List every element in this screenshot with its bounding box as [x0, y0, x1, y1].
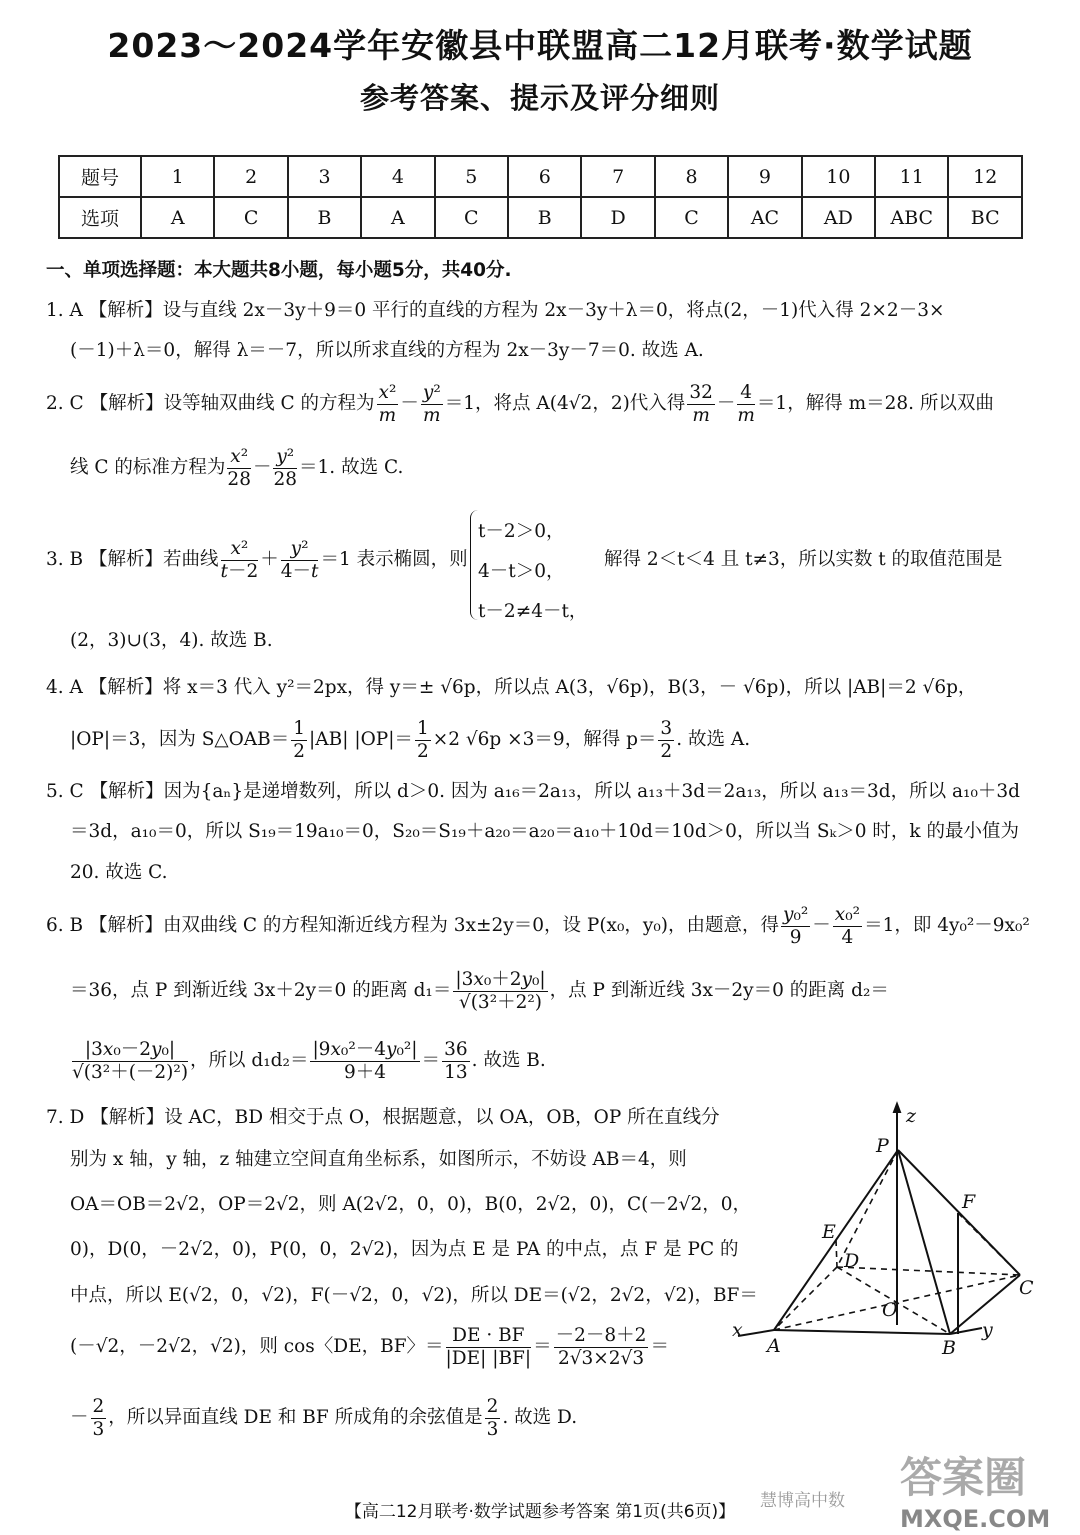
- q3-post: 解得 2＜t＜4 且 t≠3，所以实数 t 的取值范围是: [604, 549, 1003, 570]
- table-cell: B: [288, 197, 361, 238]
- page-footer: 【高二12月联考·数学试题参考答案 第1页(共6页)】: [344, 1502, 736, 1522]
- q4-line2-mid: |AB| |OP|＝: [309, 728, 413, 750]
- table-cell: A: [141, 197, 214, 238]
- z-axis-arrow: [894, 1104, 900, 1112]
- table-cell: ABC: [875, 197, 948, 238]
- fraction: $\frac{\text{x²}}{28}$: [227, 446, 251, 490]
- table-cell: 9: [728, 156, 801, 197]
- label-y: y: [982, 1319, 993, 1341]
- fraction: $\frac{3}{2}$: [660, 718, 673, 762]
- fraction: $\frac{\text{x²}}{t-2}$: [220, 538, 259, 582]
- edge-DC: [837, 1267, 1020, 1275]
- q3-line1: 3. B 【解析】若曲线 $\frac{\text{x²}}{t-2}$ ＋ $\frac{\text{y²}}{4-t}$ ＝1 表示椭圆，则: [46, 538, 468, 582]
- fraction: $\frac{\text{x²}}{m}$: [378, 382, 397, 426]
- q7-line4: 0)，D(0，－2√2，0)，P(0，0，2√2)，因为点 E 是 PA 的中点，点 F 是 PC 的: [70, 1239, 739, 1260]
- fraction: $\frac{\text{|3x₀－2y₀|}}{\text{√(3²＋(－2)²)}}$: [72, 1039, 189, 1083]
- q6-line3-mid: ，所以 d₁d₂＝: [190, 1049, 309, 1071]
- table-cell: 4: [361, 156, 434, 197]
- label-O: O: [882, 1299, 898, 1321]
- q4-line2-post: . 故选 A.: [676, 728, 751, 750]
- answer-table: [58, 155, 1023, 239]
- q7-line2: 别为 x 轴，y 轴，z 轴建立空间直角坐标系，如图所示，不妨设 AB＝4，则: [70, 1149, 687, 1170]
- label-A: A: [767, 1335, 781, 1357]
- section-heading: 一、单项选择题：本大题共8小题，每小题5分，共40分.: [46, 260, 512, 281]
- q2-line2-post: ＝1. 故选 C.: [299, 456, 404, 478]
- q1-line2: (－1)＋λ＝0，解得 λ＝－7，所以所求直线的方程为 2x－3y－7＝0. 故选 A.: [70, 340, 704, 361]
- table-cell: 6: [508, 156, 581, 197]
- label-P: P: [876, 1135, 889, 1157]
- q3-mid: ＝1 表示椭圆，则: [320, 548, 468, 570]
- table-cell: C: [655, 197, 728, 238]
- q6-line2-post: ，点 P 到渐近线 3x－2y＝0 的距离 d₂＝: [549, 979, 889, 1001]
- table-cell: AC: [728, 197, 801, 238]
- q5-line2: ＝3d，a₁₀＝0，所以 S₁₉＝19a₁₀＝0，S₂₀＝S₁₉＋a₂₀＝a₂₀＝a₁₀＋10d＝10d＞0，所以当 Sₖ＞0 时，k 的最小值为: [70, 821, 1019, 842]
- q7-line3: OA＝OB＝2√2，OP＝2√2，则 A(2√2，0，0)，B(0，2√2，0)，C(－2√2，0，: [70, 1194, 751, 1215]
- table-cell: C: [214, 197, 287, 238]
- watermark-logo-url: MXQE.COM: [900, 1505, 1051, 1533]
- fraction: $\frac{\text{|3x₀＋2y₀|}}{\text{√(3²＋2²)}}$: [455, 969, 546, 1013]
- table-cell: 5: [435, 156, 508, 197]
- fraction: $\frac{1}{2}$: [416, 718, 429, 762]
- table-cell: D: [581, 197, 654, 238]
- q4-line2-pre: |OP|＝3，因为 S△OAB＝: [70, 728, 290, 750]
- q7-line6: (－√2，－2√2，√2)，则 cos〈DE，BF〉＝ $\frac{DE \cdot BF}{|DE| |BF|}$ ＝ $\frac{-2-8+2}{2√3\times 2√3}$ ＝: [70, 1325, 669, 1369]
- q7-line1: 7. D 【解析】设 AC，BD 相交于点 O，根据题意，以 OA，OB，OP 所在直线分: [46, 1107, 720, 1128]
- segment-ED: [836, 1240, 837, 1267]
- q7-line5: 中点，所以 E(√2，0，√2)，F(－√2，0，√2)，所以 DE＝(√2，2√2，√2)，BF＝: [70, 1285, 758, 1306]
- fraction: $\frac{\text{y₀²}}{9}$: [782, 904, 809, 948]
- table-cell: AD: [802, 197, 875, 238]
- label-z: z: [906, 1105, 917, 1127]
- edge-DA: [774, 1267, 837, 1330]
- q7-line7-post: ，所以异面直线 DE 和 BF 所成角的余弦值是: [108, 1406, 483, 1428]
- table-cell: 12: [948, 156, 1022, 197]
- q2-line1: 2. C 【解析】设等轴双曲线 C 的方程为 $\frac{\text{x²}}{m}$ － $\frac{\text{y²}}{m}$ ＝1 ，将点 A(4√2，2)代入得 $\frac{32}{m}$ － $\frac{4}{m}$ ＝1，解得 m＝28. 所以双曲: [46, 382, 994, 426]
- label-B: B: [942, 1337, 956, 1359]
- table-row-answers: [59, 197, 1022, 238]
- fraction: $\frac{\text{x₀²}}{4}$: [834, 904, 861, 948]
- fraction: $\frac{\text{y²}}{28}$: [273, 446, 298, 490]
- table-cell: 2: [214, 156, 287, 197]
- label-D: D: [844, 1250, 860, 1272]
- table-cell: 8: [655, 156, 728, 197]
- q7-line7-end: . 故选 D.: [502, 1406, 578, 1428]
- table-cell: 1: [141, 156, 214, 197]
- q4-line2: [70, 718, 750, 762]
- edge-AB: [774, 1330, 950, 1334]
- fraction: $\frac{-2-8+2}{2√3\times 2√3}$: [555, 1325, 647, 1369]
- q7-line6-pre: (－√2，－2√2，√2)，则 cos〈DE，BF〉＝: [70, 1335, 444, 1357]
- fraction: $\frac{32}{m}$: [689, 382, 713, 426]
- fraction: $\frac{2}{3}$: [486, 1396, 499, 1440]
- fraction: $\frac{4}{m}$: [737, 382, 755, 426]
- pyramid-figure: [730, 1100, 1060, 1370]
- q7-line7: － $\frac{2}{3}$ ，所以异面直线 DE 和 BF 所成角的余弦值是 $\frac{2}{3}$ . 故选 D.: [70, 1396, 578, 1440]
- fraction: $\frac{36}{13}$: [444, 1039, 468, 1083]
- fraction: $\frac{\text{y²}}{4-t}$: [280, 538, 319, 582]
- table-header-number: 题号: [59, 156, 141, 197]
- fraction: $\frac{\text{|9x₀²－4y₀²|}}{9+4}$: [312, 1039, 418, 1083]
- table-cell: BC: [948, 197, 1022, 238]
- table-cell: 11: [875, 156, 948, 197]
- q3-pre: 3. B 【解析】若曲线: [46, 548, 219, 570]
- fraction: $\frac{DE \cdot BF}{|DE| |BF|}$: [445, 1325, 532, 1369]
- table-header-answer: 选项: [59, 197, 141, 238]
- system-line: 4－t＞0，: [478, 561, 565, 582]
- q6-line1-pre: 6. B 【解析】由双曲线 C 的方程知渐近线方程为 3x±2y＝0，设 P(x₀，y₀)，由题意，得: [46, 914, 779, 936]
- document-subtitle: 参考答案、提示及评分细则: [359, 81, 720, 115]
- fraction: $\frac{2}{3}$: [92, 1396, 105, 1440]
- q6-line1-post: ＝1，即 4y₀²－9x₀²: [864, 914, 1030, 936]
- q5-line3: 20. 故选 C.: [70, 862, 168, 883]
- label-F: F: [962, 1191, 976, 1213]
- table-cell: A: [361, 197, 434, 238]
- label-x: x: [732, 1319, 743, 1341]
- q1-line1: 1. A 【解析】设与直线 2x－3y＋9＝0 平行的直线的方程为 2x－3y＋λ＝0，将点(2，－1)代入得 2×2－3×: [46, 300, 945, 321]
- table-row-numbers: [59, 156, 1022, 197]
- q4-line2-mid2: ×2 √6p ×3＝9，解得 p＝: [432, 728, 657, 750]
- q4-line1: 4. A 【解析】将 x＝3 代入 y²＝2px，得 y＝± √6p，所以点 A(3，√6p)，B(3，－ √6p)，所以 |AB|＝2 √6p，: [46, 677, 977, 698]
- table-cell: 7: [581, 156, 654, 197]
- fraction: $\frac{\text{y²}}{m}$: [422, 382, 441, 426]
- system-line: t－2＞0，: [478, 521, 565, 542]
- q2-post: ＝1，解得 m＝28. 所以双曲: [756, 392, 994, 414]
- watermark-logo-title: 答案圈: [900, 1453, 1027, 1502]
- table-cell: C: [435, 197, 508, 238]
- system-line: t－2≠4－t，: [478, 601, 588, 622]
- q2-mid: ，将点 A(4√2，2)代入得: [475, 392, 686, 414]
- q6-line3: $\frac{\text{|3x₀－2y₀|}}{\text{√(3²＋(－2)²)}}$ ，所以 d₁d₂＝ $\frac{\text{|9x₀²－4y₀²|}}{9+4}$ ＝ $\frac{36}{13}$ . 故选 B.: [72, 1039, 546, 1083]
- q6-line2: [70, 966, 889, 1016]
- q7-line6-post: ＝: [533, 1335, 552, 1357]
- table-cell: 3: [288, 156, 361, 197]
- table-cell: B: [508, 197, 581, 238]
- fraction: $\frac{1}{2}$: [293, 718, 306, 762]
- watermark-text: 慧博高中数: [760, 1491, 845, 1511]
- q2-pre: 2. C 【解析】设等轴双曲线 C 的方程为: [46, 392, 375, 414]
- q6-line2-pre: ＝36，点 P 到渐近线 3x＋2y＝0 的距离 d₁＝: [70, 979, 452, 1001]
- q6-line3-post: . 故选 B.: [471, 1049, 546, 1071]
- watermark-logo: [900, 1445, 1070, 1533]
- table-cell: 10: [802, 156, 875, 197]
- q2-line2: 线 C 的标准方程为 $\frac{\text{x²}}{28}$ － $\frac{\text{y²}}{28}$ ＝1. 故选 C.: [70, 446, 404, 490]
- label-C: C: [1019, 1277, 1034, 1299]
- document-title: 2023～2024学年安徽县中联盟高二12月联考·数学试题: [107, 26, 973, 65]
- q2-line2-pre: 线 C 的标准方程为: [70, 456, 226, 478]
- label-E: E: [822, 1221, 836, 1243]
- inequality-system: [478, 512, 587, 632]
- q3-line2: (2，3)∪(3，4). 故选 B.: [70, 630, 273, 651]
- q6-line1: 6. B 【解析】由双曲线 C 的方程知渐近线方程为 3x±2y＝0，设 P(x₀，y₀)，由题意，得 $\frac{\text{y₀²}}{9}$ － $\frac{\text{x₀²}}{4}$ ＝1，即 4y₀²－9x₀²: [46, 904, 1030, 948]
- q5-line1: 5. C 【解析】因为{aₙ}是递增数列，所以 d＞0. 因为 a₁₆＝2a₁₃，所以 a₁₃＋3d＝2a₁₃，所以 a₁₃＝3d，所以 a₁₀＋3d: [46, 781, 1020, 802]
